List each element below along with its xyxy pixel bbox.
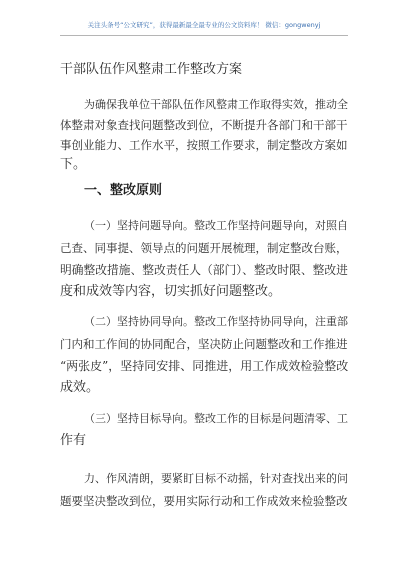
paragraph-1-line-4: 度和成效等内容，切实抓好问题整改。: [60, 284, 282, 299]
paragraph-1-line-3: 明确整改措施、整改责任人（部门）、整改时限、整改进: [60, 263, 348, 277]
intro-line-4: 下。: [60, 157, 87, 172]
paragraph-2-line-3: “两张皮”，坚持同安排、同推进，用工作成效检验整改: [60, 359, 349, 373]
header-divider: [60, 35, 348, 36]
header-banner: 关注头条号“公文研究”，获得最新最全最专业的公文资料库！ 微信：gongwenyj: [87, 21, 321, 29]
paragraph-2-line-1: （二）坚持协同导向。整改工作坚持协同导向，注重部: [84, 315, 348, 328]
paragraph-1-line-1: （一）坚持问题导向。整改工作坚持问题导向，对照自: [84, 219, 348, 232]
intro-line-3: 事创业能力、工作水平，按照工作要求，制定整改方案如: [60, 138, 348, 152]
paragraph-2-line-4: 成效。: [60, 380, 100, 395]
paragraph-4-line-1: 力、作风清朗，要紧盯目标不动摇，针对查找出来的问: [84, 472, 348, 485]
paragraph-3-line-2: 作有: [60, 433, 87, 448]
section-heading: 一、整改原则: [84, 183, 163, 198]
intro-line-1: 为确保我单位干部队伍作风整肃工作取得实效，推动全: [84, 98, 348, 111]
paragraph-4-line-2: 题要坚决整改到位，要用实际行动和工作成效来检验整改: [60, 494, 348, 508]
intro-line-2: 体整肃对象查找问题整改到位，不断提升各部门和干部干: [60, 118, 348, 132]
paragraph-2-line-2: 门内和工作间的协同配合，坚决防止问题整改和工作推进: [60, 337, 348, 351]
paragraph-1-line-2: 己查、同事提、领导点的问题开展梳理，制定整改台账，: [60, 241, 348, 255]
paragraph-3-line-1: （三）坚持目标导向。整改工作的目标是问题清零、工: [84, 412, 348, 425]
document-title: 干部队伍作风整肃工作整改方案: [60, 62, 243, 77]
